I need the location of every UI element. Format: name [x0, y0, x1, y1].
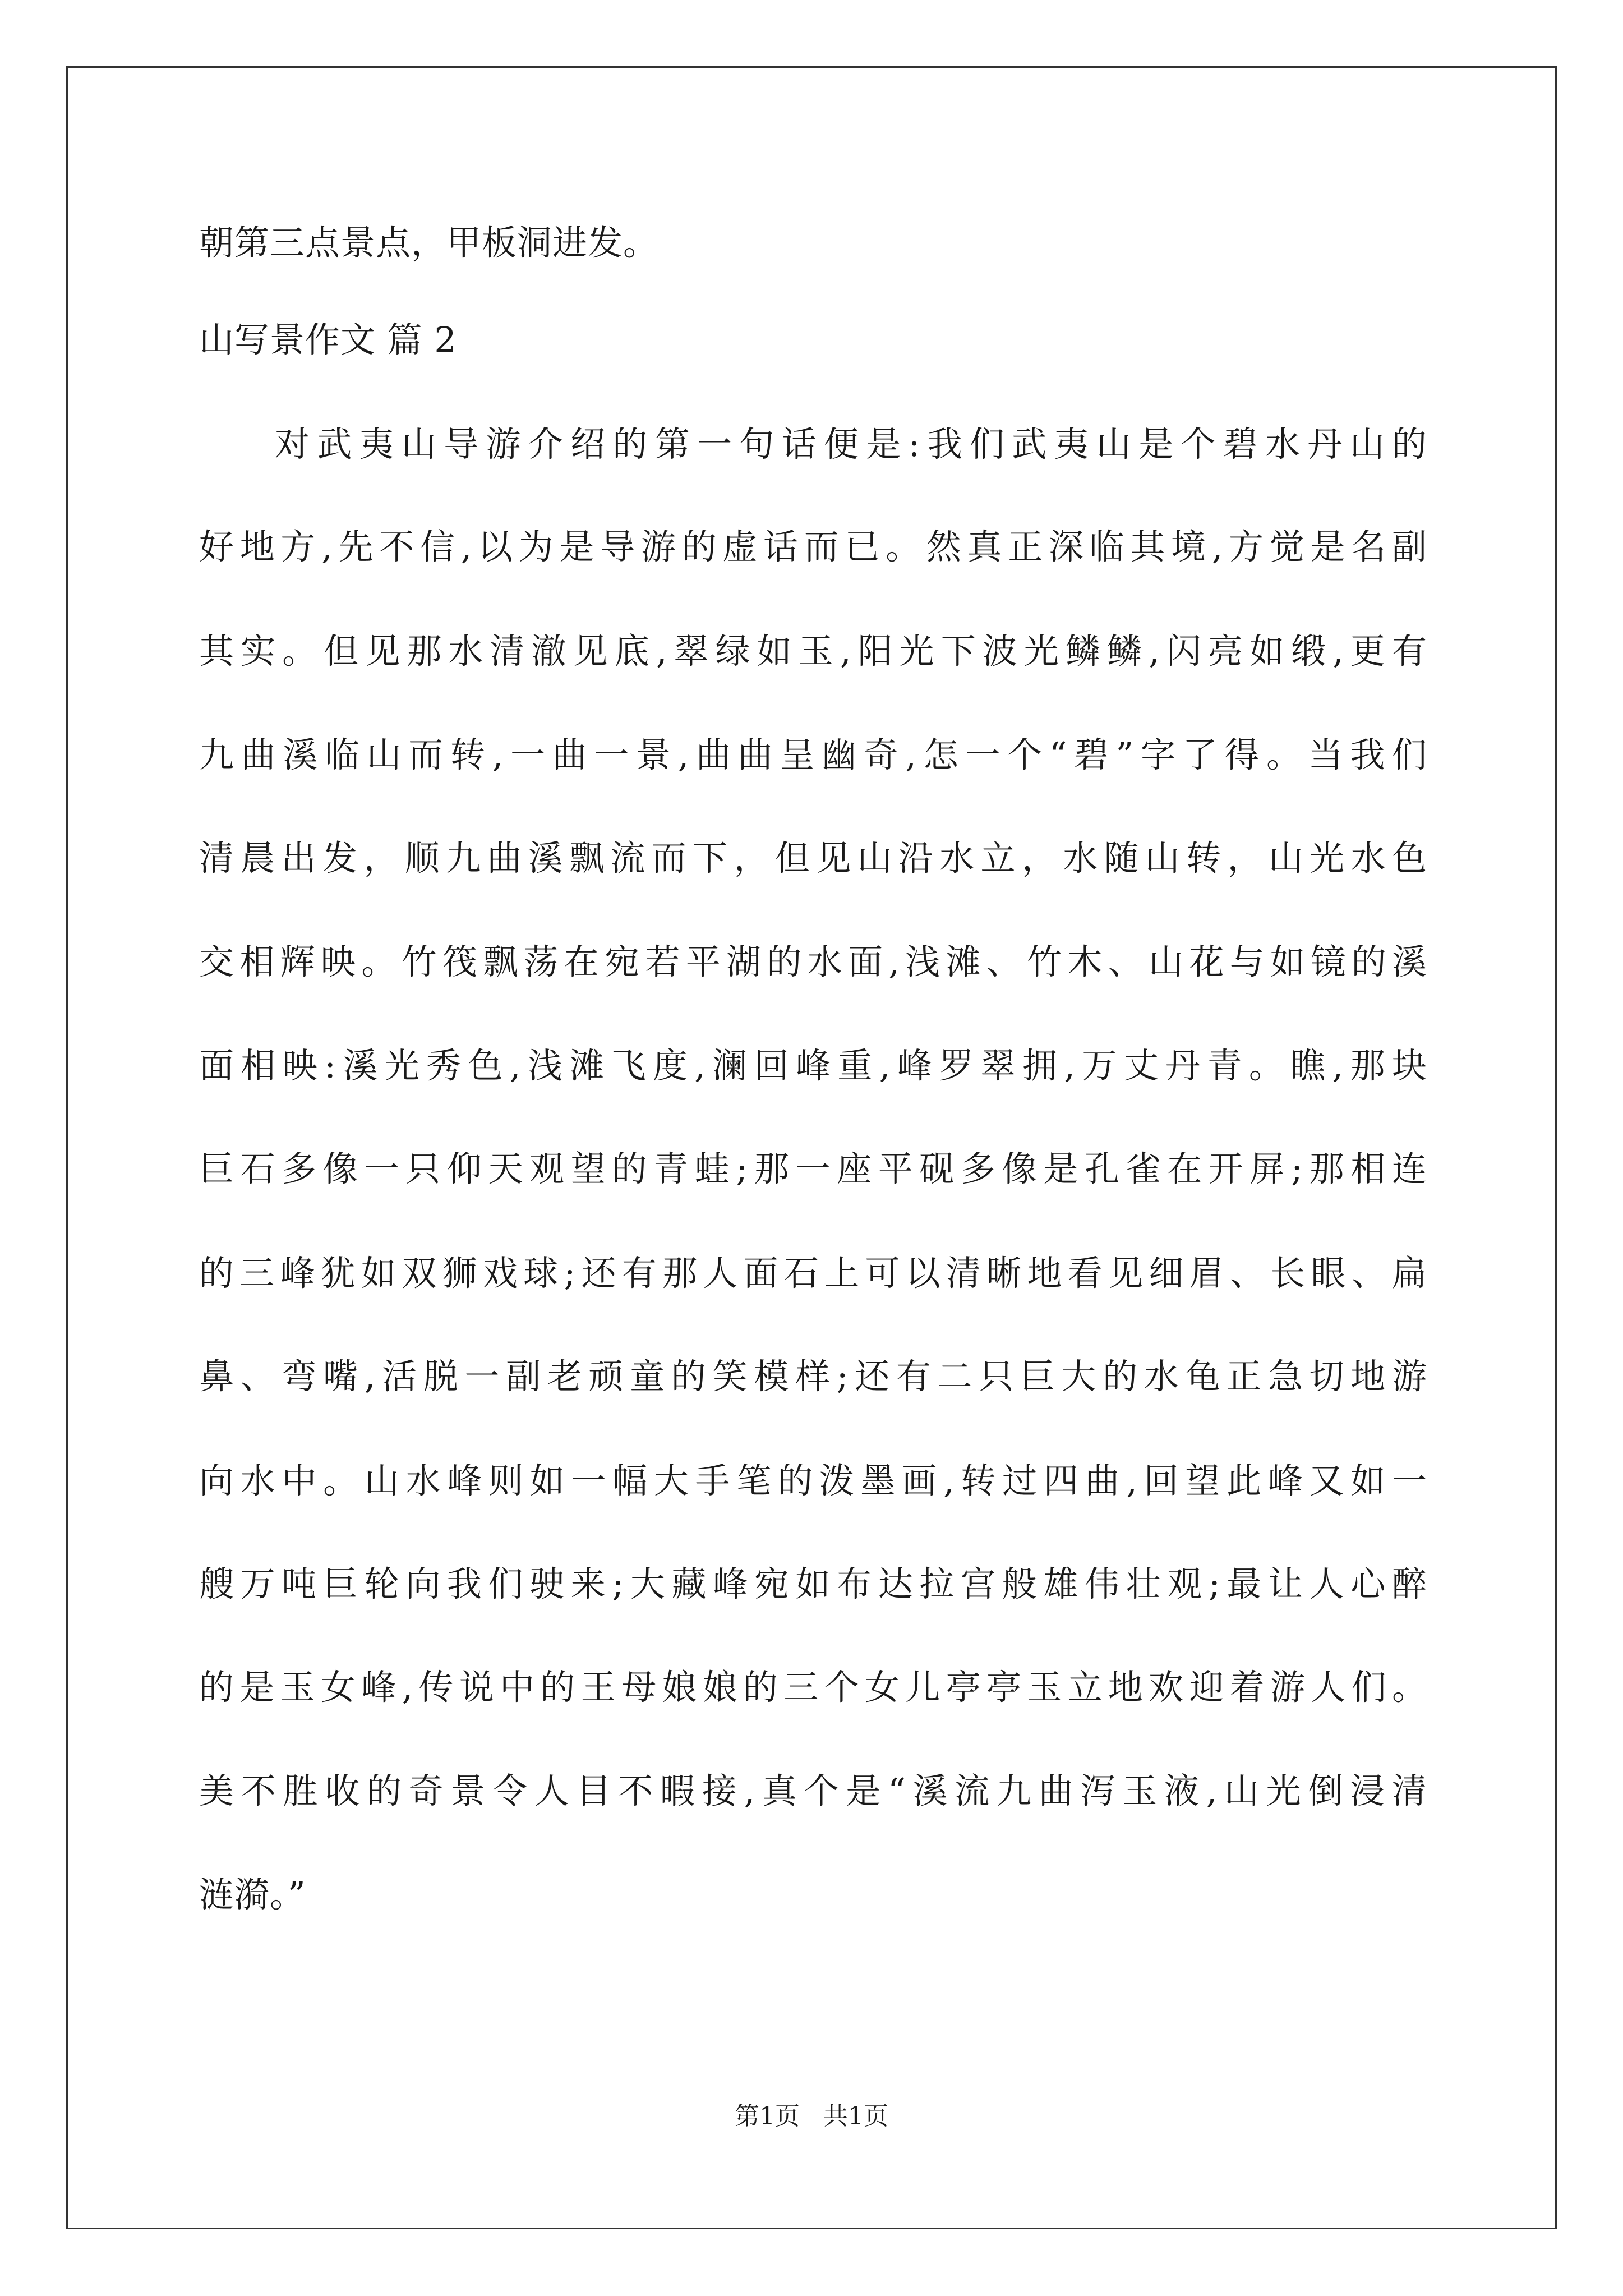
paragraph-line: 向水中。山水峰则如一幅大手笔的泼墨画,转过四曲,回望此峰又如一: [199, 1460, 1427, 1501]
paragraph-line: 对武夷山导游介绍的第一句话便是:我们武夷山是个碧水丹山的: [275, 424, 1427, 464]
paragraph-line: 鼻、弯嘴,活脱一副老顽童的笑模样;还有二只巨大的水龟正急切地游: [199, 1356, 1427, 1397]
paragraph-line: 交相辉映。竹筏飘荡在宛若平湖的水面,浅滩、竹木、山花与如镜的溪: [199, 941, 1427, 982]
paragraph-line: 的三峰犹如双狮戏球;还有那人面石上可以清晰地看见细眉、长眼、扁: [199, 1253, 1427, 1294]
paragraph-line: 清晨出发，顺九曲溪飘流而下，但见山沿水立，水随山转，山光水色: [199, 838, 1427, 878]
paragraph-line: 巨石多像一只仰天观望的青蛙;那一座平砚多像是孔雀在开屏;那相连: [199, 1148, 1427, 1189]
paragraph-line: 朝第三点景点，甲板洞进发。: [199, 222, 659, 263]
page-number-footer: 第1页 共1页: [735, 2102, 888, 2131]
paragraph-line: 的是玉女峰,传说中的王母娘娘的三个女儿亭亭玉立地欢迎着游人们。: [199, 1667, 1427, 1708]
paragraph-line: 其实。但见那水清澈见底,翠绿如玉,阳光下波光鳞鳞,闪亮如缎,更有: [199, 631, 1427, 671]
paragraph-line: 面相映:溪光秀色,浅滩飞度,澜回峰重,峰罗翠拥,万丈丹青。瞧,那块: [199, 1045, 1427, 1086]
paragraph-line: 涟漪。”: [199, 1874, 306, 1915]
section-heading: 山写景作文 篇 2: [199, 319, 457, 360]
paragraph-line: 九曲溪临山而转,一曲一景,曲曲呈幽奇,怎一个“碧”字了得。当我们: [199, 734, 1427, 775]
paragraph-line: 艘万吨巨轮向我们驶来;大藏峰宛如布达拉宫般雄伟壮观;最让人心醉: [199, 1563, 1427, 1604]
paragraph-line: 美不胜收的奇景令人目不暇接,真个是“溪流九曲泻玉液,山光倒浸清: [199, 1770, 1427, 1811]
paragraph-line: 好地方,先不信,以为是导游的虚话而已。然真正深临其境,方觉是名副: [199, 526, 1427, 567]
